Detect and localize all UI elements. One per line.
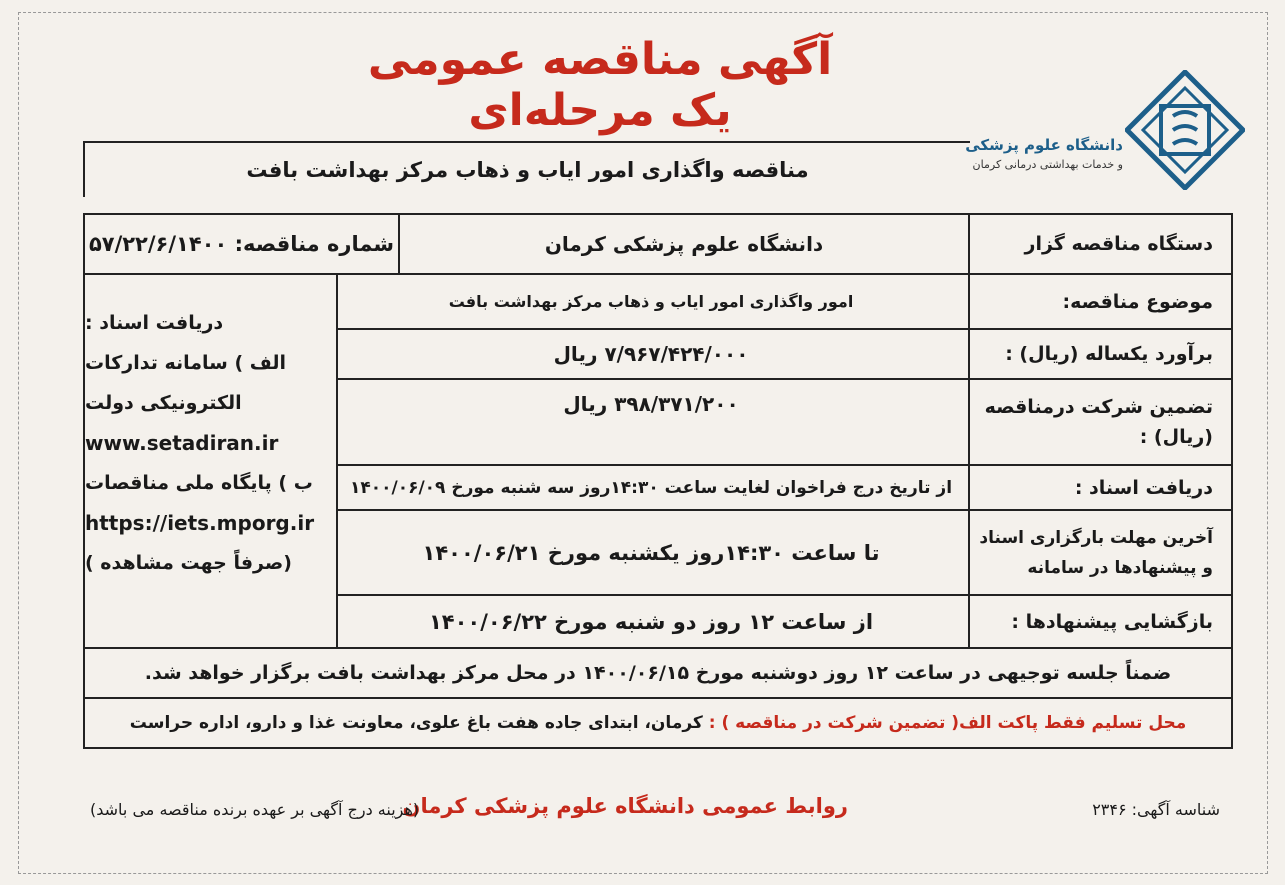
row-value: امور واگذاری امور ایاب و ذهاب مرکز بهداشت بافت	[448, 292, 854, 311]
setad-label-2: الکترونیکی دولت	[85, 392, 242, 414]
row-value: از ساعت ۱۲ روز دو شنبه مورخ ۱۴۰۰/۰۶/۲۲	[428, 609, 874, 634]
row-label: دستگاه مناقصه گزار	[968, 215, 1231, 273]
view-only-note: (صرفاً جهت مشاهده )	[85, 552, 292, 574]
fee-note: (هزینه درج آگهی بر عهده برنده مناقصه می باشد)	[90, 800, 420, 819]
table-row	[336, 509, 1233, 594]
setad-label: الف ) سامانه تدارکات	[85, 352, 287, 374]
page-title: آگهی مناقصه عمومی یک مرحله‌ای	[367, 34, 833, 136]
row-label: تضمین شرکت درمناقصه (ریال) :	[968, 380, 1231, 464]
delivery-address	[83, 699, 1233, 749]
table-row	[336, 378, 1233, 464]
row-value: تا ساعت ۱۴:۳۰روز یکشنبه مورخ ۱۴۰۰/۰۶/۲۱	[422, 540, 880, 565]
table-row	[83, 213, 1233, 273]
table-row	[336, 594, 1233, 649]
setad-link[interactable]: www.setadiran.ir	[85, 431, 279, 455]
row-value: ۷/۹۶۷/۴۲۴/۰۰۰ ریال	[553, 342, 749, 366]
logo-subtitle: و خدمات بهداشتی درمانی کرمان	[972, 158, 1123, 171]
public-relations: روابط عمومی دانشگاه علوم پزشکی کرمان	[402, 794, 848, 818]
tender-banner: مناقصه واگذاری امور ایاب و ذهاب مرکز بهداشت بافت	[83, 141, 970, 197]
row-value: دانشگاه علوم پزشکی کرمان	[398, 215, 968, 273]
footer	[80, 792, 1220, 832]
tender-table	[83, 142, 1233, 754]
iets-label: ب ) پایگاه ملی مناقصات	[85, 472, 313, 494]
row-label: بازگشایی پیشنهادها :	[968, 596, 1231, 647]
row-value: ۳۹۸/۳۷۱/۲۰۰ ریال	[563, 392, 739, 416]
delivery-label: محل تسلیم فقط پاکت الف( تضمین شرکت در مناقصه ) :	[708, 713, 1187, 733]
logo-title: دانشگاه علوم پزشکی	[965, 136, 1123, 154]
row-label: موضوع مناقصه:	[968, 275, 1231, 328]
delivery-text: کرمان، ابتدای جاده هفت باغ علوی، معاونت غذا و دارو، اداره حراست	[129, 713, 703, 733]
iets-link[interactable]: https://iets.mporg.ir	[85, 511, 315, 535]
table-row	[336, 273, 1233, 328]
tender-number: شماره مناقصه: ۵۷/۲۲/۶/۱۴۰۰	[88, 232, 395, 256]
row-label: برآورد یکساله (ریال) :	[968, 330, 1231, 378]
documents-panel	[83, 273, 336, 649]
ad-code: شناسه آگهی: ۲۳۴۶	[1092, 800, 1220, 819]
row-label: آخرین مهلت بارگزاری اسناد و پیشنهادها در سامانه	[968, 511, 1231, 594]
briefing-note: ضمناً جلسه توجیهی در ساعت ۱۲ روز دوشنبه مورخ ۱۴۰۰/۰۶/۱۵ در محل مرکز بهداشت بافت برگزار خواهد شد.	[83, 649, 1233, 699]
table-row	[336, 328, 1233, 378]
row-label: دریافت اسناد :	[968, 466, 1231, 509]
row-value: از تاریخ درج فراخوان لغایت ساعت ۱۴:۳۰روز سه شنبه مورخ ۱۴۰۰/۰۶/۰۹	[349, 477, 953, 498]
table-row	[336, 464, 1233, 509]
documents-heading: دریافت اسناد :	[85, 312, 224, 334]
